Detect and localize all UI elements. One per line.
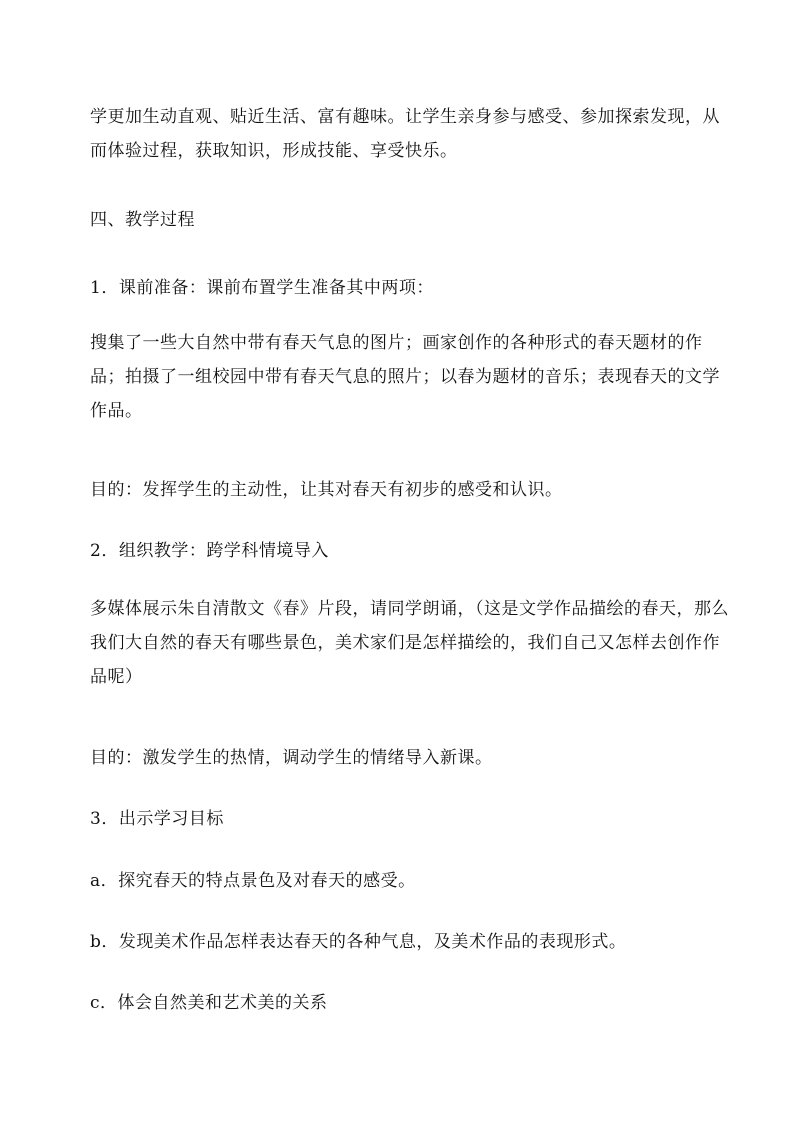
paragraph-intro-continuation: 学更加生动直观、贴近生活、富有趣味。让学生亲身参与感受、参加探索发现，从而体验过程，获取知识，形成技能、享受快乐。 [90,107,720,161]
objective-b: b．发现美术作品怎样表达春天的各种气息，及美术作品的表现形式。 [90,932,627,952]
step-1-heading: 1．课前准备：课前布置学生准备其中两项： [90,278,434,298]
paragraph-purpose-1: 目的：发挥学生的主动性，让其对春天有初步的感受和认识。 [90,480,563,500]
section-heading-teaching-process: 四、教学过程 [90,210,195,230]
objective-c: c．体会自然美和艺术美的关系 [90,993,328,1013]
paragraph-purpose-2: 目的：激发学生的热情，调动学生的情绪导入新课。 [90,748,493,768]
paragraph-materials: 搜集了一些大自然中带有春天气息的图片；画家创作的各种形式的春天题材的作品；拍摄了一组校园中带有春天气息的照片；以春为题材的音乐；表现春天的文学作品。 [90,333,720,421]
paragraph-multimedia: 多媒体展示朱自清散文《春》片段，请同学朗诵，（这是文学作品描绘的春天，那么我们大自然的春天有哪些景色，美术家们是怎样描绘的，我们自己又怎样去创作作品呢） [90,599,729,687]
objective-a: a．探究春天的特点景色及对春天的感受。 [90,871,416,891]
step-2-heading: 2．组织教学：跨学科情境导入 [90,541,329,561]
step-3-heading: 3．出示学习目标 [90,809,224,829]
